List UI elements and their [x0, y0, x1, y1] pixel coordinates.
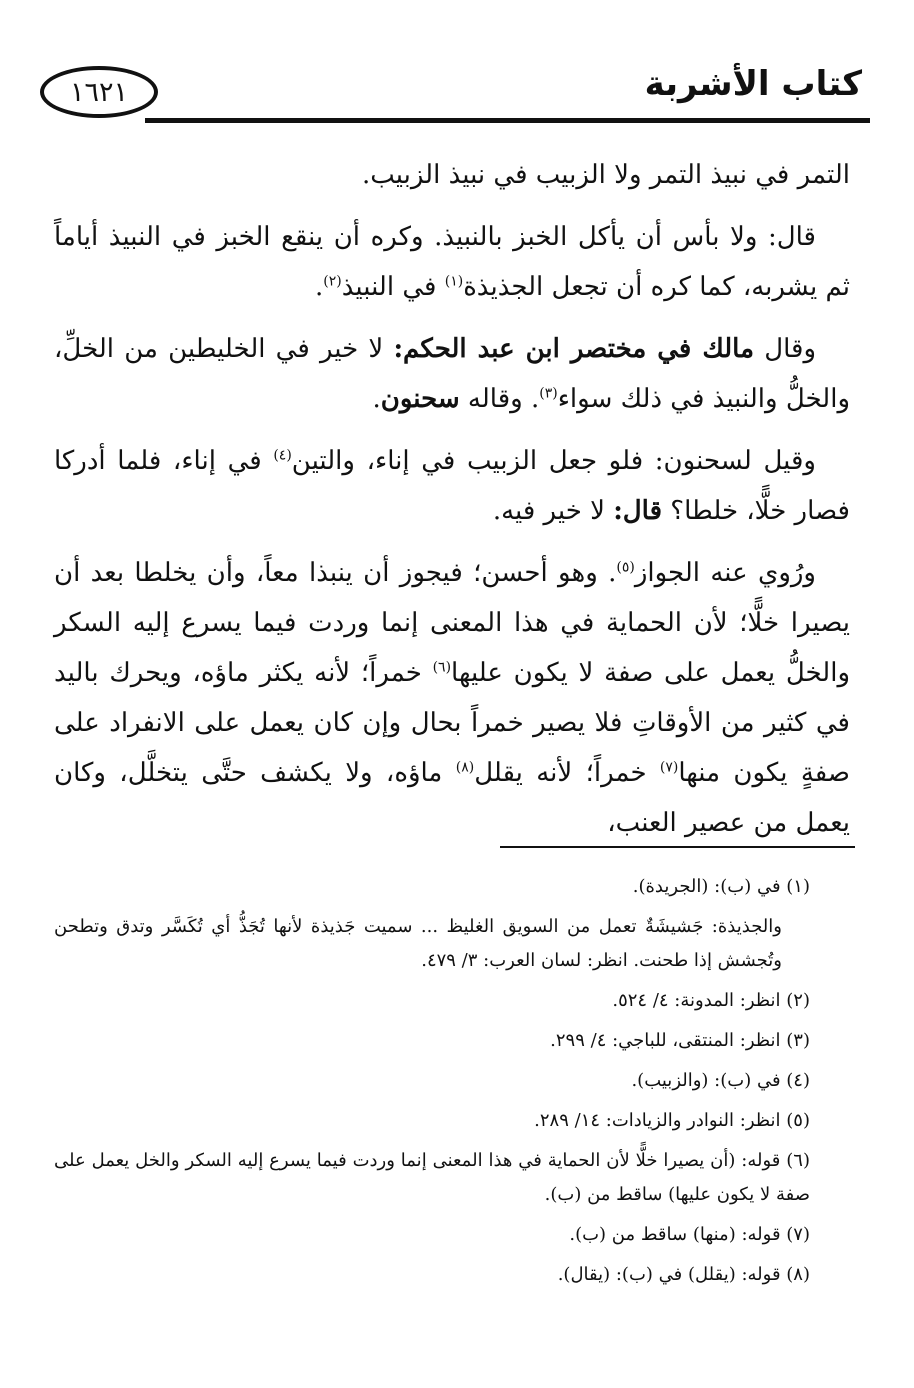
paragraph-1 — [54, 150, 850, 200]
footnote-ref[interactable]: (٣) — [539, 385, 558, 402]
footnote-ref[interactable]: (٨) — [455, 759, 475, 776]
footnote-ref[interactable]: (٤) — [273, 447, 292, 464]
text-run: ورُوي عنه الجواز — [634, 558, 816, 588]
text-run: التمر في نبيذ التمر ولا الزبيب في نبيذ الزبيب. — [361, 160, 850, 190]
text-run: وقال — [754, 334, 817, 364]
footnote-1: (١) في (ب): (الجريدة). — [632, 876, 810, 897]
header-rule — [145, 118, 870, 123]
footnotes — [54, 870, 810, 1292]
footnote-ref[interactable]: (١) — [444, 273, 464, 290]
footnote-3: (٣) انظر: المنتقى، للباجي: ٤/ ٢٩٩. — [550, 1030, 810, 1051]
page-number-frame — [40, 66, 158, 118]
footnote-ref[interactable]: (٢) — [323, 273, 342, 290]
text-run: . — [372, 384, 381, 414]
text-run: ماؤه، ولا يكشف حتَّى يتخلَّل، وكان يعمل من عصير العنب، — [54, 758, 850, 838]
book-title: كتاب الأشربة — [644, 64, 862, 104]
paragraph-3 — [54, 324, 850, 424]
footnote-2: (٢) انظر: المدونة: ٤/ ٥٢٤. — [612, 990, 810, 1011]
page-header — [40, 60, 870, 134]
footnote-8: (٨) قوله: (يقلل) في (ب): (يقال). — [557, 1264, 810, 1285]
paragraph-4 — [54, 436, 850, 536]
page-number: ١٦٢١ — [69, 76, 128, 108]
footnote-ref[interactable]: (٦) — [432, 659, 452, 676]
text-run: . — [315, 272, 324, 302]
text-run: لا خير فيه. — [492, 496, 614, 526]
footnote-separator — [500, 846, 855, 848]
text-run: . وهو أحسن؛ فيجوز أن ينبذا معاً، وأن يخلطا بعد أن يصيرا خلًّا؛ لأن الحماية في هذا المعنى إنما وردت فيما يسرع إليه السكر والخلُّ يعمل على صفة لا يكون عليها — [54, 558, 850, 688]
text-run: خمراً؛ لأنه يقلل — [474, 758, 660, 788]
footnote-1-continuation: والجذيذة: جَشيشَةٌ تعمل من السويق الغليظ ... سميت جَذيذة لأنها تُجَذُّ أي تُكَسَّر وتدق وتطحن وتُجشش إذا طحنت. انظر: لسان العرب: ٣/ ٤٧٩. — [54, 916, 782, 971]
footnote-ref[interactable]: (٧) — [659, 759, 679, 776]
footnote-6: (٦) قوله: (أن يصيرا خلًّا لأن الحماية في هذا المعنى إنما وردت فيما يسرع إليه السكر والخل يعمل على صفة لا يكون عليها) ساقط من (ب). — [54, 1150, 810, 1205]
bold-text: سحنون — [380, 384, 460, 414]
text-run: لا خير في الخليطين من الخلِّ، والخلُّ والنبيذ في ذلك سواء — [54, 334, 850, 414]
text-run: قال: ولا بأس أن يأكل الخبز بالنبيذ. وكره أن ينقع الخبز في النبيذ أياماً ثم يشربه، كما كره أن تجعل الجذيذة — [54, 222, 850, 302]
text-run: خمراً؛ لأنه يكثر ماؤه، ويحرك باليد في كثير من الأوقاتِ فلا يصير خمراً بحال وإن كان يعمل على الانفراد على صفةٍ يكون منها — [54, 658, 851, 788]
footnote-ref[interactable]: (٥) — [616, 559, 635, 576]
bold-text: قال: — [613, 496, 663, 526]
footnote-7: (٧) قوله: (منها) ساقط من (ب). — [569, 1224, 810, 1245]
paragraph-2 — [54, 212, 850, 312]
footnote-5: (٥) انظر: النوادر والزيادات: ١٤/ ٢٨٩. — [534, 1110, 810, 1131]
text-run: وقيل لسحنون: فلو جعل الزبيب في إناء، والتين — [291, 446, 816, 476]
text-run: في إناء، فلما أدركا فصار خلًّا، خلطا؟ — [54, 446, 850, 526]
text-run: في النبيذ — [341, 272, 445, 302]
paragraph-5 — [54, 548, 850, 848]
bold-text: مالك في مختصر ابن عبد الحكم: — [393, 334, 755, 364]
main-text — [54, 150, 850, 848]
text-run: . وقاله — [459, 384, 540, 414]
footnote-4: (٤) في (ب): (والزبيب). — [631, 1070, 810, 1091]
